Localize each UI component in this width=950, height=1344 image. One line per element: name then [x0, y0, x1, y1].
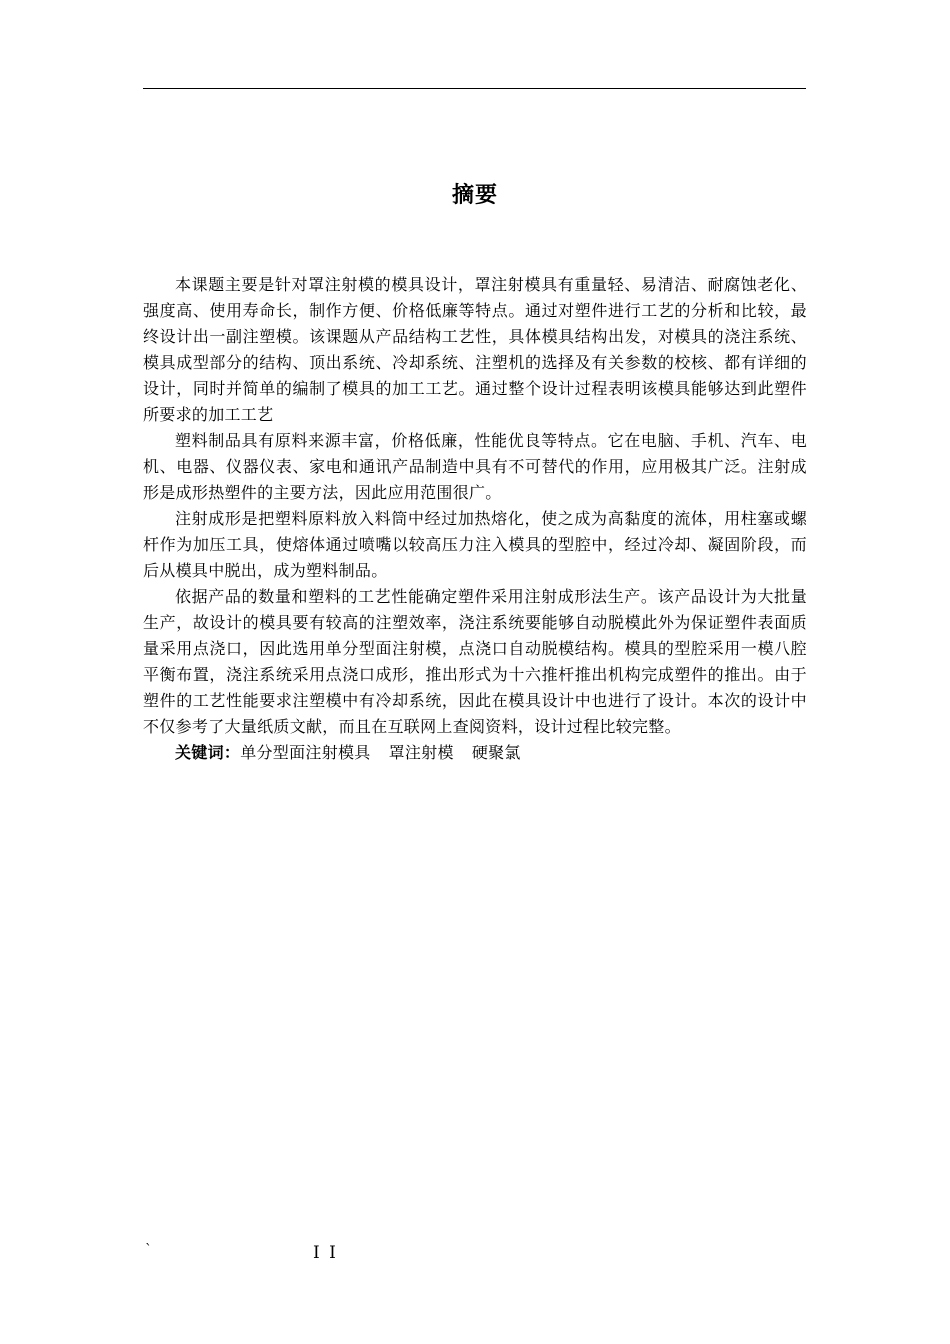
keywords-line	[143, 740, 807, 766]
keywords-label: 关键词：	[175, 743, 241, 762]
page-title: 摘要	[451, 183, 498, 208]
abstract-paragraph-3: 注射成形是把塑料原料放入料筒中经过加热熔化，使之成为高黏度的流体，用柱塞或螺杆作为加压工具，使熔体通过喷嘴以较高压力注入模具的型腔中，经过冷却、凝固阶段，而后从模具中脱出，成为塑料制品。	[143, 509, 807, 580]
keyword-1: 单分型面注射模具	[240, 743, 371, 762]
abstract-paragraph-4: 依据产品的数量和塑料的工艺性能确定塑件采用注射成形法生产。该产品设计为大批量生产，故设计的模具要有较高的注塑效率，浇注系统要能够自动脱模此外为保证塑件表面质量采用点浇口，因此选用单分型面注射模，点浇口自动脱模结构。模具的型腔采用一模八腔平衡布置，浇注系统采用点浇口成形，推出形式为十六推杆推出机构完成塑件的推出。由于塑件的工艺性能要求注塑模中有冷却系统，因此在模具设计中也进行了设计。本次的设计中不仅参考了大量纸质文献，而且在互联网上查阅资料，设计过程比较完整。	[143, 587, 807, 736]
footer-mark: `	[145, 1242, 152, 1258]
abstract-paragraph-2: 塑料制品具有原料来源丰富，价格低廉，性能优良等特点。它在电脑、手机、汽车、电机、电器、仪器仪表、家电和通讯产品制造中具有不可替代的作用，应用极其广泛。注射成形是成形热塑件的主要方法，因此应用范围很广。	[143, 431, 807, 502]
header-rule	[143, 88, 806, 89]
abstract-paragraph-1: 本课题主要是针对罩注射模的模具设计，罩注射模具有重量轻、易清洁、耐腐蚀老化、强度高、使用寿命长，制作方便、价格低廉等特点。通过对塑件进行工艺的分析和比较，最终设计出一副注塑模。该课题从产品结构工艺性，具体模具结构出发，对模具的浇注系统、模具成型部分的结构、顶出系统、冷却系统、注塑机的选择及有关参数的校核、都有详细的设计，同时并简单的编制了模具的加工工艺。通过整个设计过程表明该模具能够达到此塑件所要求的加工工艺	[143, 275, 807, 424]
abstract-body	[143, 272, 807, 766]
keyword-3: 硬聚氯	[471, 743, 521, 762]
keyword-2: 罩注射模	[388, 743, 454, 762]
page-number: I I	[313, 1243, 338, 1263]
